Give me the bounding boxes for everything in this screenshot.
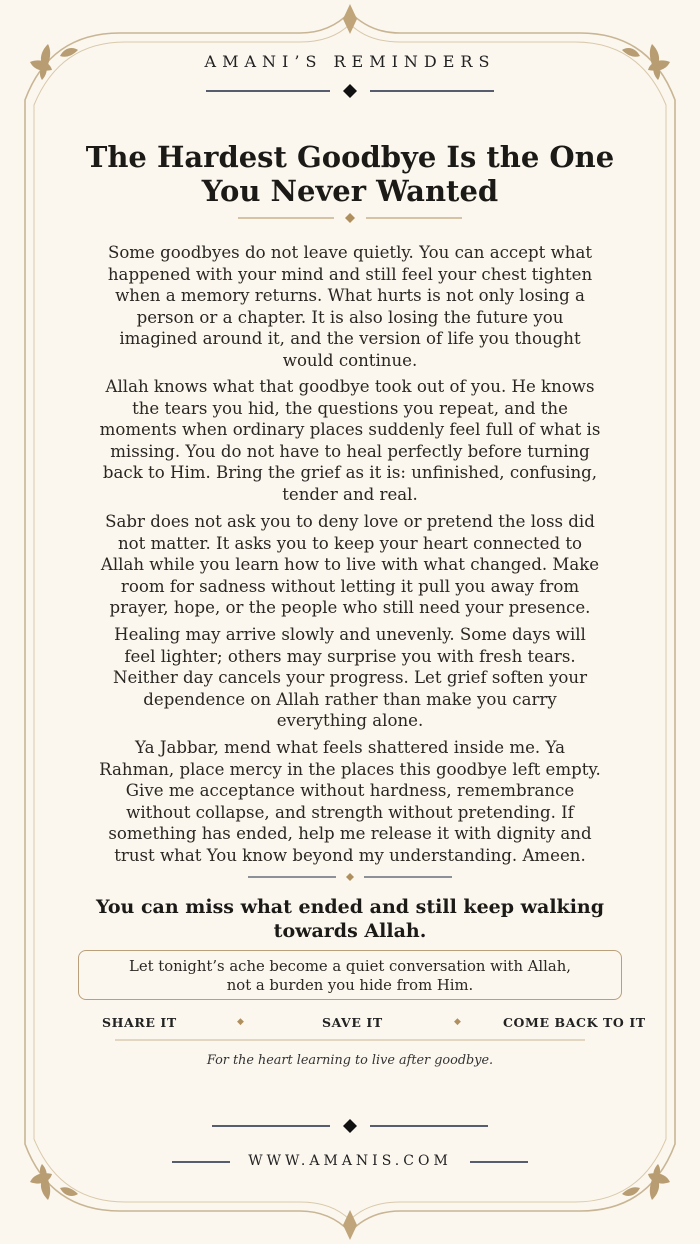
paragraph-1: [86, 242, 614, 372]
text-line: feel lighter; others may surprise you with fresh tears.: [124, 646, 576, 666]
title-divider: [238, 213, 462, 223]
text-line: room for sadness without letting it pull you away from: [120, 576, 580, 596]
text-line: Allah while you learn how to live with what changed. Make: [100, 555, 600, 575]
text-line: when a memory returns. What hurts is not only losing a: [115, 286, 585, 306]
bottom-divider: [212, 1119, 488, 1133]
come-back-button[interactable]: COME BACK TO IT: [503, 1015, 646, 1030]
text-line: trust what You know beyond my understanding. Ameen.: [114, 845, 586, 865]
text-line: without collapse, and strength without pretending. If: [126, 802, 574, 822]
text-line: back to Him. Bring the grief as it is: unfinished, confusing,: [102, 463, 598, 483]
closing-divider: [248, 873, 452, 881]
text-line: would continue.: [282, 350, 418, 370]
text-line: Healing may arrive slowly and unevenly. Some days will: [114, 625, 586, 644]
text-line: moments when ordinary places suddenly feel full of what is: [99, 420, 601, 440]
text-line: Give me acceptance without hardness, remembrance: [125, 781, 575, 801]
text-line: tender and real.: [282, 484, 418, 504]
website-link[interactable]: WWW.AMANIS.COM: [248, 1153, 452, 1169]
text-line: missing. You do not have to heal perfectly before turning: [110, 441, 590, 461]
text-line: Neither day cancels your progress. Let grief soften your: [113, 668, 587, 688]
page-title: [0, 140, 700, 208]
text-line: the tears you hid, the questions you repeat, and the: [132, 398, 568, 418]
separator-dot: ◆: [454, 1017, 461, 1027]
title-line: You Never Wanted: [201, 174, 499, 208]
text-line: towards Allah.: [273, 920, 427, 942]
text-line: Allah knows what that goodbye took out of you. He knows: [105, 377, 595, 396]
brand-name: AMANI’S REMINDERS: [204, 52, 496, 71]
text-line: Some goodbyes do not leave quietly. You can accept what: [107, 243, 593, 262]
separator-dot: ◆: [237, 1017, 244, 1027]
text-line: happened with your mind and still feel your chest tighten: [107, 264, 593, 284]
closing-statement: [0, 895, 700, 943]
text-line: not a burden you hide from Him.: [226, 977, 474, 994]
share-button[interactable]: SHARE IT: [102, 1015, 177, 1030]
paragraph-5-dua: [86, 737, 614, 867]
save-button[interactable]: SAVE IT: [322, 1015, 383, 1030]
text-line: prayer, hope, or the people who still need your presence.: [109, 598, 591, 618]
text-line: Let tonight’s ache become a quiet conversation with Allah,: [129, 958, 571, 975]
callout-box: [78, 950, 622, 1000]
paragraph-2: [86, 376, 614, 506]
text-line: something has ended, help me release it with dignity and: [108, 824, 592, 844]
brand-divider: [206, 84, 494, 98]
footer-note: For the heart learning to live after goodbye.: [206, 1053, 494, 1068]
text-line: imagined around it, and the version of life you thought: [119, 329, 581, 349]
text-line: dependence on Allah rather than make you carry: [143, 689, 557, 709]
top-ornament: [343, 4, 357, 34]
text-line: not matter. It asks you to keep your heart connected to: [117, 533, 583, 553]
bottom-ornament: [343, 1210, 357, 1240]
text-line: person or a chapter. It is also losing the future you: [136, 307, 564, 327]
text-line: You can miss what ended and still keep walking: [95, 896, 605, 918]
title-line: The Hardest Goodbye Is the One: [85, 140, 615, 174]
text-line: Rahman, place mercy in the places this goodbye left empty.: [99, 759, 601, 779]
paragraph-4: [86, 624, 614, 732]
text-line: Sabr does not ask you to deny love or pretend the loss did: [105, 512, 595, 531]
text-line: Ya Jabbar, mend what feels shattered inside me. Ya: [134, 738, 566, 757]
paragraph-3: [86, 511, 614, 619]
text-line: everything alone.: [276, 711, 424, 731]
